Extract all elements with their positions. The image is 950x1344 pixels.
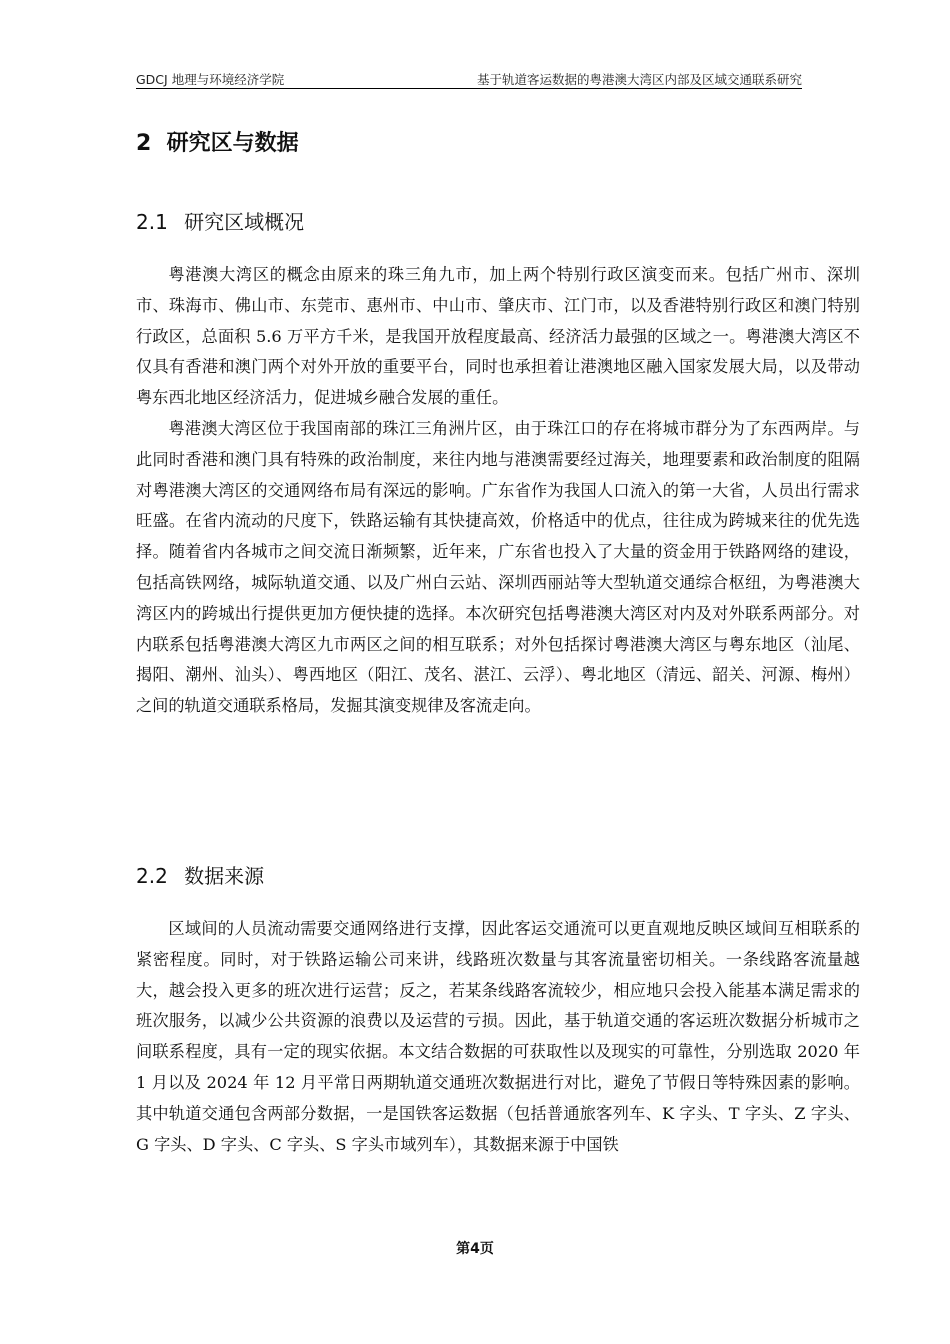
subsection-number: 2.2 <box>136 864 168 888</box>
running-header <box>136 68 802 89</box>
subsection-number: 2.1 <box>136 210 168 234</box>
subsection-heading-2-1 <box>136 206 304 235</box>
section-heading <box>136 126 299 157</box>
section-title: 研究区与数据 <box>166 131 299 156</box>
journal-name: GDCJ 地理与环境经济学院 <box>136 72 285 87</box>
body-paragraph: 区域间的人员流动需要交通网络进行支撑，因此客运交通流可以更直观地反映区域间互相联系的紧密程度。同时，对于铁路运输公司来讲，线路班次数量与其客流量密切相关。一条线路客流量越大，越会投入更多的班次进行运营；反之，若某条线路客流较少，相应地只会投入能基本满足需求的班次服务，以减少公共资源的浪费以及运营的亏损。因此，基于轨道交通的客运班次数据分析城市之间联系程度，具有一定的现实依据。本文结合数据的可获取性以及现实的可靠性，分别选取 2020 年 1 月以及 2024 年 12 月平常日两期轨道交通班次数据进行对比，避免了节假日等特殊因素的影响。其中轨道交通包含两部分数据，一是国铁客运数据（包括普通旅客列车、K 字头、T 字头、Z 字头、G 字头、D 字头、C 字头、S 字头市域列车），其数据来源于中国铁 <box>136 919 860 1154</box>
subsection-body-2-1 <box>136 260 860 722</box>
body-paragraph: 粤港澳大湾区位于我国南部的珠江三角洲片区，由于珠江口的存在将城市群分为了东西两岸。与此同时香港和澳门具有特殊的政治制度，来往内地与港澳需要经过海关，地理要素和政治制度的阻隔对粤港澳大湾区的交通网络布局有深远的影响。广东省作为我国人口流入的第一大省，人员出行需求旺盛。在省内流动的尺度下，铁路运输有其快捷高效，价格适中的优点，往往成为跨城来往的优先选择。随着省内各城市之间交流日渐频繁，近年来，广东省也投入了大量的资金用于铁路网络的建设，包括高铁网络，城际轨道交通、以及广州白云站、深圳西丽站等大型轨道交通综合枢纽，为粤港澳大湾区内的跨城出行提供更加方便快捷的选择。本次研究包括粤港澳大湾区对内及对外联系两部分。对内联系包括粤港澳大湾区九市两区之间的相互联系；对外包括探讨粤港澳大湾区与粤东地区（汕尾、揭阳、潮州、汕头）、粤西地区（阳江、茂名、湛江、云浮）、粤北地区（清远、韶关、河源、梅州）之间的轨道交通联系格局，发掘其演变规律及客流走向。 <box>136 418 860 716</box>
paper-title-header: 基于轨道客运数据的粤港澳大湾区内部及区域交通联系研究 <box>476 72 802 87</box>
section-number: 2 <box>136 131 152 156</box>
subsection-title: 研究区域概况 <box>184 210 305 234</box>
subsection-body-2-2 <box>136 914 860 1160</box>
subsection-heading-2-2 <box>136 860 264 889</box>
page-number: 第4页 <box>456 1241 494 1257</box>
subsection-title: 数据来源 <box>184 864 265 888</box>
body-paragraph: 粤港澳大湾区的概念由原来的珠三角九市，加上两个特别行政区演变而来。包括广州市、深圳市、珠海市、佛山市、东莞市、惠州市、中山市、肇庆市、江门市，以及香港特别行政区和澳门特别行政区，总面积 5.6 万平方千米，是我国开放程度最高、经济活力最强的区域之一。粤港澳大湾区不仅具有香港和澳门两个对外开放的重要平台，同时也承担着让港澳地区融入国家发展大局，以及带动粤东西北地区经济活力，促进城乡融合发展的重任。 <box>136 265 860 408</box>
